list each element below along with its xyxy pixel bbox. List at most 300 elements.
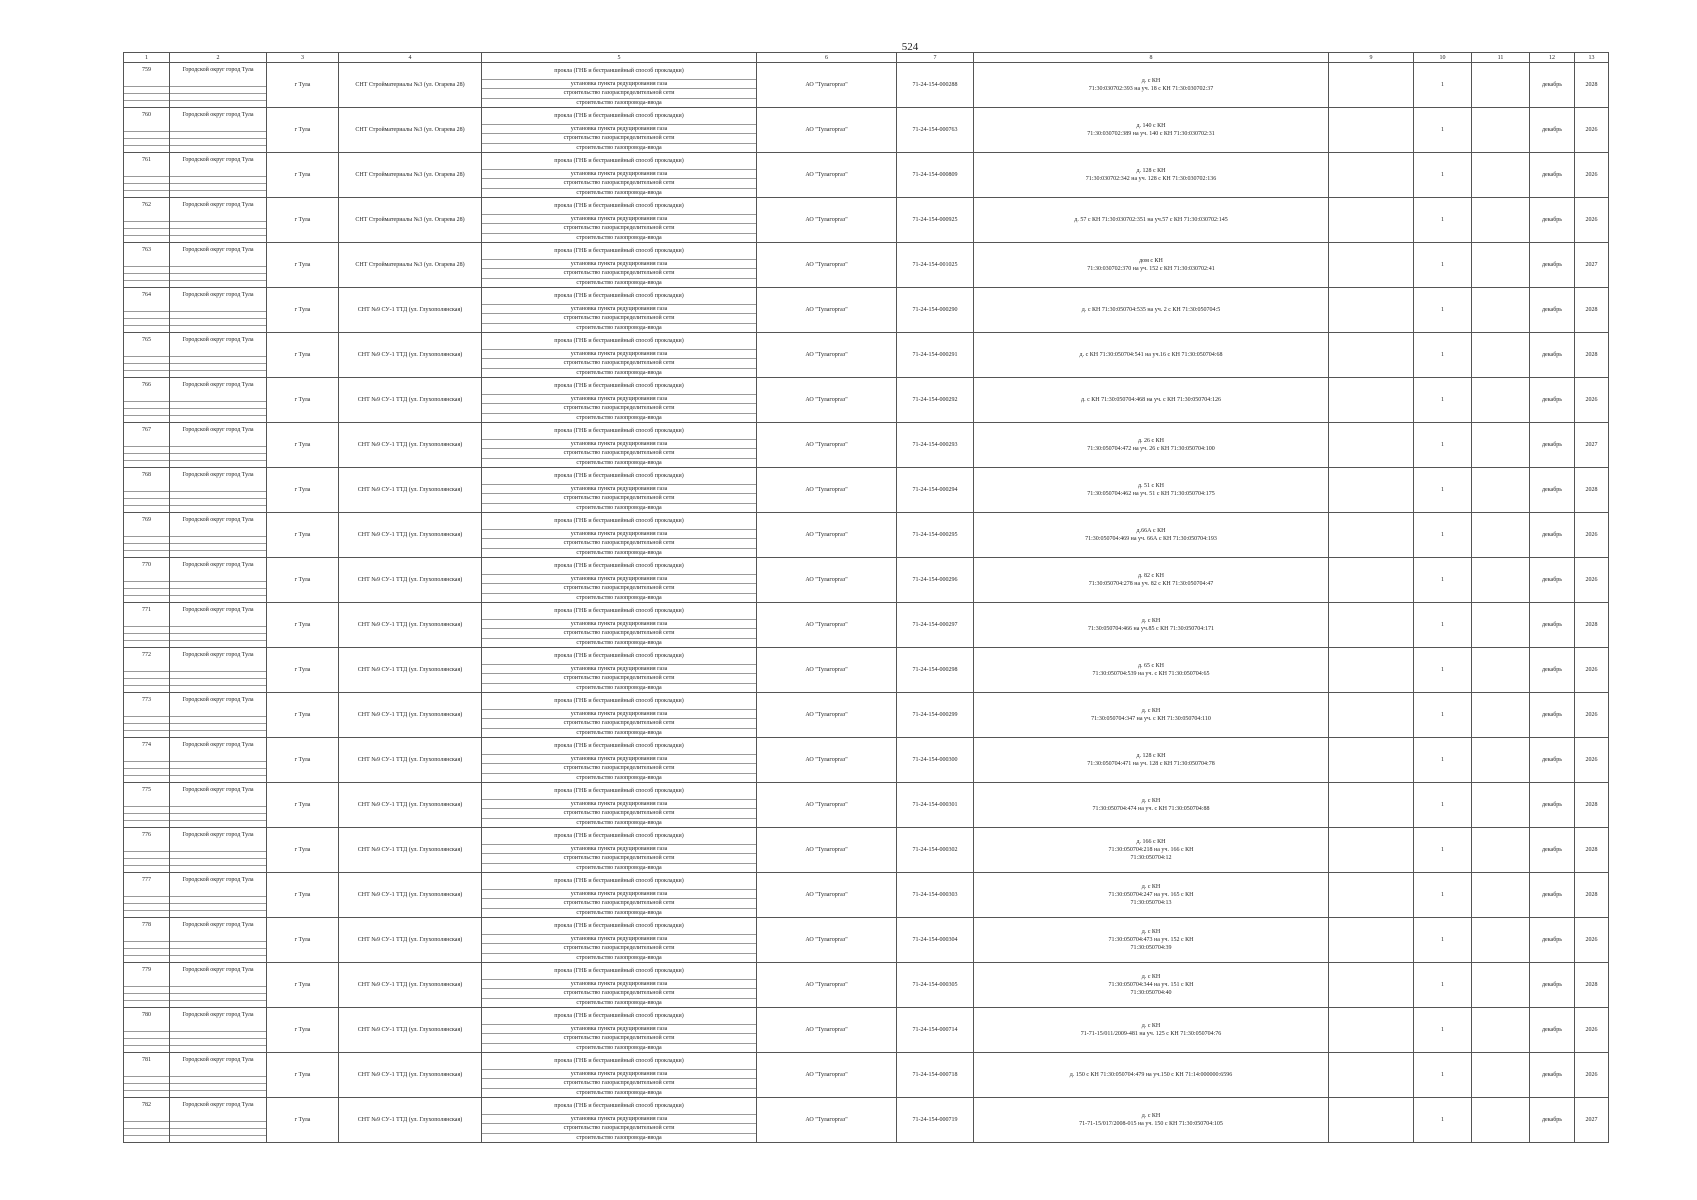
- operator-cell: АО "Тулагоргаз": [757, 153, 897, 198]
- operator-cell: АО "Тулагоргаз": [757, 423, 897, 468]
- col11-cell: [1472, 513, 1530, 558]
- district-cell: [170, 693, 267, 738]
- row-number: [124, 153, 170, 198]
- quantity-cell: 1: [1414, 1098, 1472, 1143]
- month-cell: декабрь: [1530, 153, 1575, 198]
- works-cell: [482, 693, 757, 738]
- city-cell: г Тула: [267, 63, 339, 108]
- district-text: Городской округ город Тула: [182, 382, 254, 388]
- col11-cell: [1472, 738, 1530, 783]
- work-item: строительство газораспределительной сети: [482, 539, 756, 548]
- work-item: строительство газораспределительной сети: [482, 179, 756, 188]
- address-cell: д. 166 с КН 71:30:050704:218 на уч. 166 с КН 71:30:050704:12: [974, 828, 1329, 873]
- row-number-text: 782: [142, 1102, 151, 1108]
- row-number-text: 774: [142, 742, 151, 748]
- work-item: строительство газораспределительной сети: [482, 314, 756, 323]
- col11-cell: [1472, 153, 1530, 198]
- month-cell: декабрь: [1530, 333, 1575, 378]
- quantity-cell: 1: [1414, 153, 1472, 198]
- work-item: строительство газораспределительной сети: [482, 449, 756, 458]
- district-cell: [170, 333, 267, 378]
- quantity-cell: 1: [1414, 738, 1472, 783]
- address-cell: д. 150 с КН 71:30:050704:479 на уч.150 с КН 71:14:000000:6596: [974, 1053, 1329, 1098]
- column-header: 12: [1530, 53, 1575, 63]
- work-item: установка пункта редуцирования газа: [482, 1070, 756, 1079]
- row-number: [124, 918, 170, 963]
- object-cell: СНТ №9 СУ-1 ТТД (ул. Глухополянская): [339, 693, 482, 738]
- col9-cell: [1329, 513, 1414, 558]
- work-item: установка пункта редуцирования газа: [482, 485, 756, 494]
- quantity-cell: 1: [1414, 963, 1472, 1008]
- operator-cell: АО "Тулагоргаз": [757, 873, 897, 918]
- col9-cell: [1329, 648, 1414, 693]
- month-cell: декабрь: [1530, 198, 1575, 243]
- table-row: [124, 738, 1609, 783]
- row-number-text: 769: [142, 517, 151, 523]
- year-cell: 2026: [1575, 558, 1609, 603]
- city-cell: г Тула: [267, 648, 339, 693]
- address-cell: дом с КН 71:30:030702:370 на уч. 152 с КН 71:30:030702:41: [974, 243, 1329, 288]
- city-cell: г Тула: [267, 963, 339, 1008]
- city-cell: г Тула: [267, 513, 339, 558]
- operator-cell: АО "Тулагоргаз": [757, 1053, 897, 1098]
- quantity-cell: 1: [1414, 603, 1472, 648]
- district-text: Городской округ город Тула: [182, 247, 254, 253]
- work-item: прокла (ГНБ и бестраншейный способ прокладки): [482, 108, 756, 125]
- district-cell: [170, 1008, 267, 1053]
- code-cell: 71-24-154-000718: [897, 1053, 974, 1098]
- work-item: установка пункта редуцирования газа: [482, 710, 756, 719]
- works-cell: [482, 873, 757, 918]
- year-cell: 2027: [1575, 243, 1609, 288]
- city-cell: г Тула: [267, 558, 339, 603]
- object-cell: СНТ №9 СУ-1 ТТД (ул. Глухополянская): [339, 828, 482, 873]
- city-cell: г Тула: [267, 153, 339, 198]
- work-item: установка пункта редуцирования газа: [482, 215, 756, 224]
- page-number: 524: [901, 41, 919, 53]
- address-cell: д.66А с КН 71:30:050704:469 на уч. 66А с КН 71:30:050704:193: [974, 513, 1329, 558]
- work-item: установка пункта редуцирования газа: [482, 665, 756, 674]
- month-cell: декабрь: [1530, 783, 1575, 828]
- row-number: [124, 378, 170, 423]
- address-cell: д. 57 с КН 71:30:030702:351 на уч.57 с КН 71:30:030702:145: [974, 198, 1329, 243]
- district-text: Городской округ город Тула: [182, 67, 254, 73]
- work-item: прокла (ГНБ и бестраншейный способ прокладки): [482, 378, 756, 395]
- table-row: [124, 378, 1609, 423]
- row-number: [124, 513, 170, 558]
- work-item: прокла (ГНБ и бестраншейный способ прокладки): [482, 918, 756, 935]
- col11-cell: [1472, 243, 1530, 288]
- city-cell: г Тула: [267, 108, 339, 153]
- month-cell: декабрь: [1530, 828, 1575, 873]
- city-cell: г Тула: [267, 468, 339, 513]
- col9-cell: [1329, 243, 1414, 288]
- work-item: установка пункта редуцирования газа: [482, 800, 756, 809]
- works-cell: [482, 1098, 757, 1143]
- table-row: [124, 1053, 1609, 1098]
- operator-cell: АО "Тулагоргаз": [757, 648, 897, 693]
- row-number: [124, 288, 170, 333]
- col9-cell: [1329, 918, 1414, 963]
- month-cell: декабрь: [1530, 963, 1575, 1008]
- quantity-cell: 1: [1414, 873, 1472, 918]
- work-item: установка пункта редуцирования газа: [482, 755, 756, 764]
- work-item: строительство газораспределительной сети: [482, 719, 756, 728]
- district-text: Городской округ город Тула: [182, 112, 254, 118]
- district-text: Городской округ город Тула: [182, 292, 254, 298]
- row-number: [124, 198, 170, 243]
- month-cell: декабрь: [1530, 1098, 1575, 1143]
- work-item: строительство газораспределительной сети: [482, 494, 756, 503]
- work-item: прокла (ГНБ и бестраншейный способ прокладки): [482, 468, 756, 485]
- work-item: строительство газопровода-ввода: [576, 1044, 662, 1051]
- code-cell: 71-24-154-000714: [897, 1008, 974, 1053]
- table-row: [124, 1008, 1609, 1053]
- operator-cell: АО "Тулагоргаз": [757, 738, 897, 783]
- table-row: [124, 333, 1609, 378]
- work-item: прокла (ГНБ и бестраншейный способ прокладки): [482, 1098, 756, 1115]
- district-cell: [170, 423, 267, 468]
- district-cell: [170, 1053, 267, 1098]
- address-cell: д. с КН 71:30:050704:347 на уч. с КН 71:30:050704:110: [974, 693, 1329, 738]
- work-item: строительство газораспределительной сети: [482, 1079, 756, 1088]
- table-row: [124, 873, 1609, 918]
- row-number: [124, 1008, 170, 1053]
- district-cell: [170, 783, 267, 828]
- address-cell: д. с КН 71:30:050704:541 на уч.16 с КН 71:30:050704:68: [974, 333, 1329, 378]
- operator-cell: АО "Тулагоргаз": [757, 1098, 897, 1143]
- work-item: строительство газопровода-ввода: [576, 414, 662, 421]
- address-cell: д. 82 с КН 71:30:050704:278 на уч. 82 с КН 71:30:050704:47: [974, 558, 1329, 603]
- work-item: строительство газопровода-ввода: [576, 594, 662, 601]
- works-cell: [482, 63, 757, 108]
- col11-cell: [1472, 648, 1530, 693]
- district-cell: [170, 873, 267, 918]
- code-cell: 71-24-154-000304: [897, 918, 974, 963]
- work-item: строительство газораспределительной сети: [482, 404, 756, 413]
- object-cell: СНТ №9 СУ-1 ТТД (ул. Глухополянская): [339, 963, 482, 1008]
- row-number-text: 773: [142, 697, 151, 703]
- city-cell: г Тула: [267, 828, 339, 873]
- code-cell: 71-24-154-000925: [897, 198, 974, 243]
- work-item: прокла (ГНБ и бестраншейный способ прокладки): [482, 288, 756, 305]
- table-body: [124, 63, 1609, 1143]
- work-item: установка пункта редуцирования газа: [482, 305, 756, 314]
- col9-cell: [1329, 603, 1414, 648]
- month-cell: декабрь: [1530, 603, 1575, 648]
- object-cell: СНТ №9 СУ-1 ТТД (ул. Глухополянская): [339, 918, 482, 963]
- district-cell: [170, 468, 267, 513]
- work-item: прокла (ГНБ и бестраншейный способ прокладки): [482, 198, 756, 215]
- code-cell: 71-24-154-000293: [897, 423, 974, 468]
- city-cell: г Тула: [267, 423, 339, 468]
- district-cell: [170, 288, 267, 333]
- code-cell: 71-24-154-000298: [897, 648, 974, 693]
- work-item: строительство газопровода-ввода: [576, 279, 662, 286]
- work-item: строительство газораспределительной сети: [482, 809, 756, 818]
- code-cell: 71-24-154-000297: [897, 603, 974, 648]
- works-cell: [482, 918, 757, 963]
- work-item: установка пункта редуцирования газа: [482, 125, 756, 134]
- work-item: установка пункта редуцирования газа: [482, 260, 756, 269]
- month-cell: декабрь: [1530, 873, 1575, 918]
- operator-cell: АО "Тулагоргаз": [757, 963, 897, 1008]
- quantity-cell: 1: [1414, 333, 1472, 378]
- work-item: прокла (ГНБ и бестраншейный способ прокладки): [482, 963, 756, 980]
- row-number-text: 781: [142, 1057, 151, 1063]
- address-cell: д. 128 с КН 71:30:030702:342 на уч. 128 с КН 71:30:030702:136: [974, 153, 1329, 198]
- work-item: установка пункта редуцирования газа: [482, 620, 756, 629]
- address-cell: д. с КН 71:30:050704:344 на уч. 151 с КН 71:30:050704:40: [974, 963, 1329, 1008]
- works-cell: [482, 738, 757, 783]
- month-cell: декабрь: [1530, 423, 1575, 468]
- row-number-text: 775: [142, 787, 151, 793]
- operator-cell: АО "Тулагоргаз": [757, 378, 897, 423]
- table-row: [124, 1098, 1609, 1143]
- object-cell: СНТ №9 СУ-1 ТТД (ул. Глухополянская): [339, 333, 482, 378]
- object-cell: СНТ №9 СУ-1 ТТД (ул. Глухополянская): [339, 1098, 482, 1143]
- district-cell: [170, 153, 267, 198]
- city-cell: г Тула: [267, 333, 339, 378]
- district-text: Городской округ город Тула: [182, 832, 254, 838]
- quantity-cell: 1: [1414, 648, 1472, 693]
- month-cell: декабрь: [1530, 918, 1575, 963]
- row-number: [124, 873, 170, 918]
- district-cell: [170, 108, 267, 153]
- year-cell: 2026: [1575, 1008, 1609, 1053]
- object-cell: СНТ №9 СУ-1 ТТД (ул. Глухополянская): [339, 648, 482, 693]
- operator-cell: АО "Тулагоргаз": [757, 333, 897, 378]
- operator-cell: АО "Тулагоргаз": [757, 603, 897, 648]
- col11-cell: [1472, 423, 1530, 468]
- district-text: Городской округ город Тула: [182, 607, 254, 613]
- work-item: установка пункта редуцирования газа: [482, 530, 756, 539]
- address-cell: д. 128 с КН 71:30:050704:471 на уч. 128 с КН 71:30:050704:78: [974, 738, 1329, 783]
- col11-cell: [1472, 603, 1530, 648]
- month-cell: декабрь: [1530, 108, 1575, 153]
- district-text: Городской округ город Тула: [182, 922, 254, 928]
- quantity-cell: 1: [1414, 1008, 1472, 1053]
- code-cell: 71-24-154-000763: [897, 108, 974, 153]
- row-number: [124, 963, 170, 1008]
- district-cell: [170, 1098, 267, 1143]
- column-header: 10: [1414, 53, 1472, 63]
- col11-cell: [1472, 288, 1530, 333]
- month-cell: декабрь: [1530, 693, 1575, 738]
- year-cell: 2028: [1575, 963, 1609, 1008]
- code-cell: 71-24-154-000296: [897, 558, 974, 603]
- year-cell: 2028: [1575, 873, 1609, 918]
- column-header: 5: [482, 53, 757, 63]
- work-item: строительство газораспределительной сети: [482, 764, 756, 773]
- column-header: 9: [1329, 53, 1414, 63]
- table-row: [124, 603, 1609, 648]
- year-cell: 2028: [1575, 603, 1609, 648]
- col9-cell: [1329, 783, 1414, 828]
- object-cell: СНТ №9 СУ-1 ТТД (ул. Глухополянская): [339, 1053, 482, 1098]
- works-cell: [482, 648, 757, 693]
- col11-cell: [1472, 873, 1530, 918]
- col9-cell: [1329, 333, 1414, 378]
- code-cell: 71-24-154-001025: [897, 243, 974, 288]
- object-cell: СНТ Стройматериалы №3 (ул. Огарева 28): [339, 108, 482, 153]
- district-text: Городской округ город Тула: [182, 652, 254, 658]
- object-cell: СНТ №9 СУ-1 ТТД (ул. Глухополянская): [339, 873, 482, 918]
- work-item: строительство газопровода-ввода: [576, 459, 662, 466]
- work-item: прокла (ГНБ и бестраншейный способ прокладки): [482, 153, 756, 170]
- row-number: [124, 828, 170, 873]
- year-cell: 2026: [1575, 513, 1609, 558]
- col9-cell: [1329, 108, 1414, 153]
- row-number-text: 770: [142, 562, 151, 568]
- district-text: Городской округ город Тула: [182, 697, 254, 703]
- work-item: строительство газопровода-ввода: [576, 234, 662, 241]
- col9-cell: [1329, 828, 1414, 873]
- work-item: прокла (ГНБ и бестраншейный способ прокладки): [482, 828, 756, 845]
- work-item: строительство газопровода-ввода: [576, 324, 662, 331]
- col11-cell: [1472, 1053, 1530, 1098]
- row-number-text: 777: [142, 877, 151, 883]
- row-number-text: 765: [142, 337, 151, 343]
- quantity-cell: 1: [1414, 918, 1472, 963]
- table-row: [124, 198, 1609, 243]
- city-cell: г Тула: [267, 738, 339, 783]
- row-number: [124, 468, 170, 513]
- quantity-cell: 1: [1414, 243, 1472, 288]
- column-header: 7: [897, 53, 974, 63]
- month-cell: декабрь: [1530, 378, 1575, 423]
- object-cell: СНТ Стройматериалы №3 (ул. Огарева 28): [339, 153, 482, 198]
- month-cell: декабрь: [1530, 288, 1575, 333]
- row-number-text: 763: [142, 247, 151, 253]
- district-text: Городской округ город Тула: [182, 967, 254, 973]
- work-item: строительство газопровода-ввода: [576, 144, 662, 151]
- header-row: [124, 53, 1609, 63]
- work-item: строительство газораспределительной сети: [482, 1124, 756, 1133]
- quantity-cell: 1: [1414, 288, 1472, 333]
- object-cell: СНТ Стройматериалы №3 (ул. Огарева 28): [339, 243, 482, 288]
- works-cell: [482, 333, 757, 378]
- address-cell: д. с КН 71:30:050704:466 на уч.85 с КН 71:30:050704:171: [974, 603, 1329, 648]
- work-item: прокла (ГНБ и бестраншейный способ прокладки): [482, 1008, 756, 1025]
- work-item: прокла (ГНБ и бестраншейный способ прокладки): [482, 333, 756, 350]
- col11-cell: [1472, 63, 1530, 108]
- work-item: установка пункта редуцирования газа: [482, 980, 756, 989]
- district-cell: [170, 513, 267, 558]
- work-item: установка пункта редуцирования газа: [482, 890, 756, 899]
- district-cell: [170, 738, 267, 783]
- district-text: Городской округ город Тула: [182, 517, 254, 523]
- object-cell: СНТ Стройматериалы №3 (ул. Огарева 28): [339, 198, 482, 243]
- work-item: строительство газопровода-ввода: [576, 1134, 662, 1141]
- works-cell: [482, 603, 757, 648]
- work-item: строительство газораспределительной сети: [482, 989, 756, 998]
- month-cell: декабрь: [1530, 738, 1575, 783]
- year-cell: 2026: [1575, 108, 1609, 153]
- table-row: [124, 558, 1609, 603]
- table-row: [124, 153, 1609, 198]
- district-cell: [170, 378, 267, 423]
- works-cell: [482, 243, 757, 288]
- city-cell: г Тула: [267, 873, 339, 918]
- row-number-text: 764: [142, 292, 151, 298]
- month-cell: декабрь: [1530, 468, 1575, 513]
- quantity-cell: 1: [1414, 468, 1472, 513]
- quantity-cell: 1: [1414, 198, 1472, 243]
- address-cell: д. с КН 71-71-15/011/2009-481 на уч. 125 с КН 71:30:050704:76: [974, 1008, 1329, 1053]
- year-cell: 2028: [1575, 468, 1609, 513]
- district-text: Городской округ город Тула: [182, 787, 254, 793]
- object-cell: СНТ №9 СУ-1 ТТД (ул. Глухополянская): [339, 468, 482, 513]
- year-cell: 2028: [1575, 63, 1609, 108]
- object-cell: СНТ №9 СУ-1 ТТД (ул. Глухополянская): [339, 603, 482, 648]
- col11-cell: [1472, 918, 1530, 963]
- work-item: строительство газораспределительной сети: [482, 629, 756, 638]
- column-header: 13: [1575, 53, 1609, 63]
- col11-cell: [1472, 378, 1530, 423]
- district-cell: [170, 918, 267, 963]
- row-number: [124, 1053, 170, 1098]
- work-item: прокла (ГНБ и бестраншейный способ прокладки): [482, 243, 756, 260]
- code-cell: 71-24-154-000295: [897, 513, 974, 558]
- operator-cell: АО "Тулагоргаз": [757, 693, 897, 738]
- address-cell: д. с КН 71:30:050704:468 на уч. с КН 71:30:050704:126: [974, 378, 1329, 423]
- row-number-text: 776: [142, 832, 151, 838]
- work-item: установка пункта редуцирования газа: [482, 170, 756, 179]
- row-number: [124, 648, 170, 693]
- district-text: Городской округ город Тула: [182, 427, 254, 433]
- col9-cell: [1329, 963, 1414, 1008]
- row-number: [124, 423, 170, 468]
- city-cell: г Тула: [267, 603, 339, 648]
- address-cell: д. 51 с КН 71:30:050704:462 на уч. 51 с КН 71:30:050704:175: [974, 468, 1329, 513]
- work-item: установка пункта редуцирования газа: [482, 1025, 756, 1034]
- work-item: строительство газопровода-ввода: [576, 999, 662, 1006]
- code-cell: 71-24-154-000292: [897, 378, 974, 423]
- col11-cell: [1472, 108, 1530, 153]
- address-cell: д. с КН 71:30:050704:247 на уч. 165 с КН 71:30:050704:13: [974, 873, 1329, 918]
- code-cell: 71-24-154-000291: [897, 333, 974, 378]
- work-item: строительство газопровода-ввода: [576, 954, 662, 961]
- address-cell: д. 65 с КН 71:30:050704:539 на уч. с КН 71:30:050704:65: [974, 648, 1329, 693]
- col11-cell: [1472, 558, 1530, 603]
- column-header: 6: [757, 53, 897, 63]
- district-cell: [170, 63, 267, 108]
- work-item: строительство газораспределительной сети: [482, 134, 756, 143]
- work-item: строительство газопровода-ввода: [576, 369, 662, 376]
- table-row: [124, 288, 1609, 333]
- table-row: [124, 828, 1609, 873]
- work-item: строительство газопровода-ввода: [576, 909, 662, 916]
- code-cell: 71-24-154-000301: [897, 783, 974, 828]
- col11-cell: [1472, 963, 1530, 1008]
- address-cell: д. с КН 71:30:030702:393 на уч. 18 с КН 71:30:030702:37: [974, 63, 1329, 108]
- row-number-text: 768: [142, 472, 151, 478]
- operator-cell: АО "Тулагоргаз": [757, 828, 897, 873]
- month-cell: декабрь: [1530, 1008, 1575, 1053]
- work-item: строительство газопровода-ввода: [576, 549, 662, 556]
- month-cell: декабрь: [1530, 513, 1575, 558]
- code-cell: 71-24-154-000299: [897, 693, 974, 738]
- city-cell: г Тула: [267, 1098, 339, 1143]
- work-item: строительство газопровода-ввода: [576, 729, 662, 736]
- district-text: Городской округ город Тула: [182, 1102, 254, 1108]
- object-cell: СНТ №9 СУ-1 ТТД (ул. Глухополянская): [339, 378, 482, 423]
- registry-table: [123, 52, 1609, 1143]
- city-cell: г Тула: [267, 198, 339, 243]
- table-row: [124, 693, 1609, 738]
- address-cell: д. с КН 71:30:050704:473 на уч. 152 с КН 71:30:050704:39: [974, 918, 1329, 963]
